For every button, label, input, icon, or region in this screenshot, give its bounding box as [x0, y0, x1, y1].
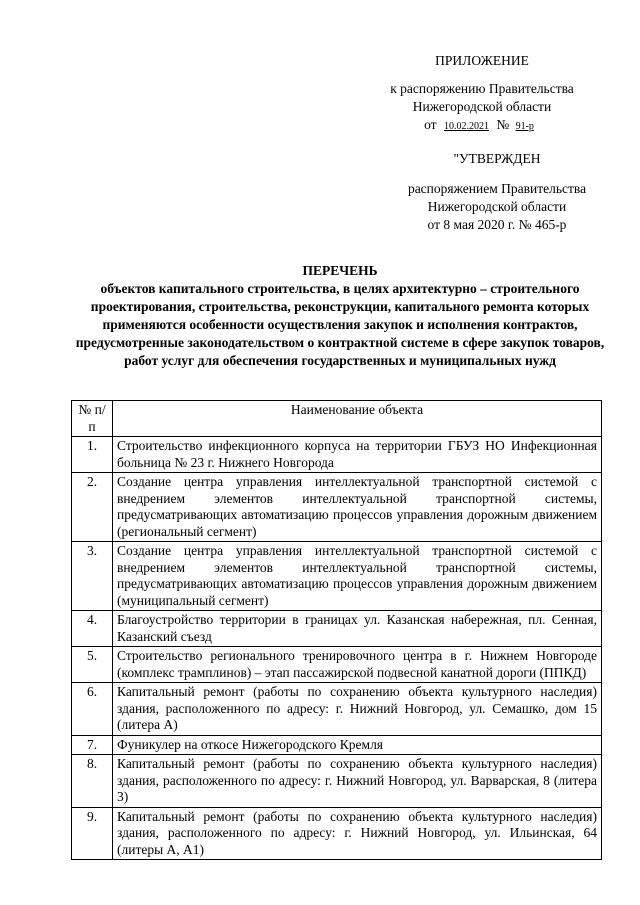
objects-table: [71, 400, 602, 860]
row-number: 8.: [72, 755, 113, 808]
table-row: [72, 437, 602, 473]
row-number: 9.: [72, 807, 113, 860]
row-number: 6.: [72, 683, 113, 736]
list-title: ПЕРЕЧЕНЬ: [302, 263, 378, 278]
row-number: 1.: [72, 437, 113, 473]
row-object-name: Строительство регионального тренировочного центра в г. Нижнем Новгороде (комплекс трамплинов) – этап пассажирской подвесной канатной дороги (ППКД): [113, 647, 602, 683]
row-number: 5.: [72, 647, 113, 683]
row-object-name: Капитальный ремонт (работы по сохранению объекта культурного наследия) здания, расположенного по адресу: г. Нижний Новгород, ул. Ильинская, 64 (литеры А, А1): [113, 807, 602, 860]
appendix-block: [360, 52, 604, 136]
row-object-name: Создание центра управления интеллектуальной транспортной системой с внедрением элементов интеллектуальной транспортной системы, предусматривающих автоматизацию процессов управления дорожным движением (региональный сегмент): [113, 473, 602, 542]
header-name: Наименование объекта: [113, 401, 602, 437]
table-row: [72, 683, 602, 736]
table-row: [72, 755, 602, 808]
row-number: 7.: [72, 735, 113, 755]
list-description: объектов капитального строительства, в целях архитектурно – строительного проектирования, строительства, реконструкции, капитального ремонта которых применяются особенности осуществления закупок и исполнения контрактов, предусмотренные законодательством о контрактной системе в сфере закупок товаров, работ услуг для обеспечения государственных и муниципальных нужд: [75, 281, 605, 368]
table-row: [72, 807, 602, 860]
header-num: № п/п: [72, 401, 113, 437]
approved-line-3: от 8 мая 2020 г. № 465-р: [427, 217, 567, 232]
row-number: 3.: [72, 542, 113, 611]
row-object-name: Благоустройство территории в границах ул. Казанская набережная, пл. Сенная, Казанский съезд: [113, 611, 602, 647]
table-header-row: [72, 401, 602, 437]
table-row: [72, 735, 602, 755]
table-row: [72, 647, 602, 683]
appendix-number: 91-р: [515, 121, 534, 132]
appendix-line-1: к распоряжению Правительства: [390, 81, 574, 96]
appendix-date: 10.02.2021: [443, 121, 489, 132]
approved-line-1: распоряжением Правительства: [407, 181, 587, 196]
appendix-date-line: [360, 116, 604, 136]
row-object-name: Капитальный ремонт (работы по сохранению объекта культурного наследия) здания, расположенного по адресу: г. Нижний Новгород, ул. Семашко, дом 15 (литера А): [113, 683, 602, 736]
row-object-name: Фуникулер на откосе Нижегородского Кремля: [113, 735, 602, 755]
approved-title: "УТВЕРЖДЕН: [453, 151, 541, 166]
table-row: [72, 542, 602, 611]
appendix-number-sign: №: [496, 117, 510, 132]
appendix-line-2: Нижегородской области: [412, 99, 552, 114]
row-object-name: Строительство инфекционного корпуса на территории ГБУЗ НО Инфекционная больница № 23 г. Нижнего Новгорода: [113, 437, 602, 473]
row-object-name: Капитальный ремонт (работы по сохранению объекта культурного наследия) здания, расположенного по адресу: г. Нижний Новгород, ул. Варварская, 8 (литера 3): [113, 755, 602, 808]
row-number: 4.: [72, 611, 113, 647]
approved-block: [372, 150, 622, 234]
row-number: 2.: [72, 473, 113, 542]
list-heading: [70, 262, 610, 370]
approved-line-2: Нижегородской области: [427, 199, 567, 214]
table-row: [72, 611, 602, 647]
appendix-date-prefix: от: [424, 117, 437, 132]
row-object-name: Создание центра управления интеллектуальной транспортной системой с внедрением элементов интеллектуальной транспортной системы, предусматривающих автоматизацию процессов управления дорожным движением (муниципальный сегмент): [113, 542, 602, 611]
table-row: [72, 473, 602, 542]
appendix-title: ПРИЛОЖЕНИЕ: [435, 53, 529, 68]
